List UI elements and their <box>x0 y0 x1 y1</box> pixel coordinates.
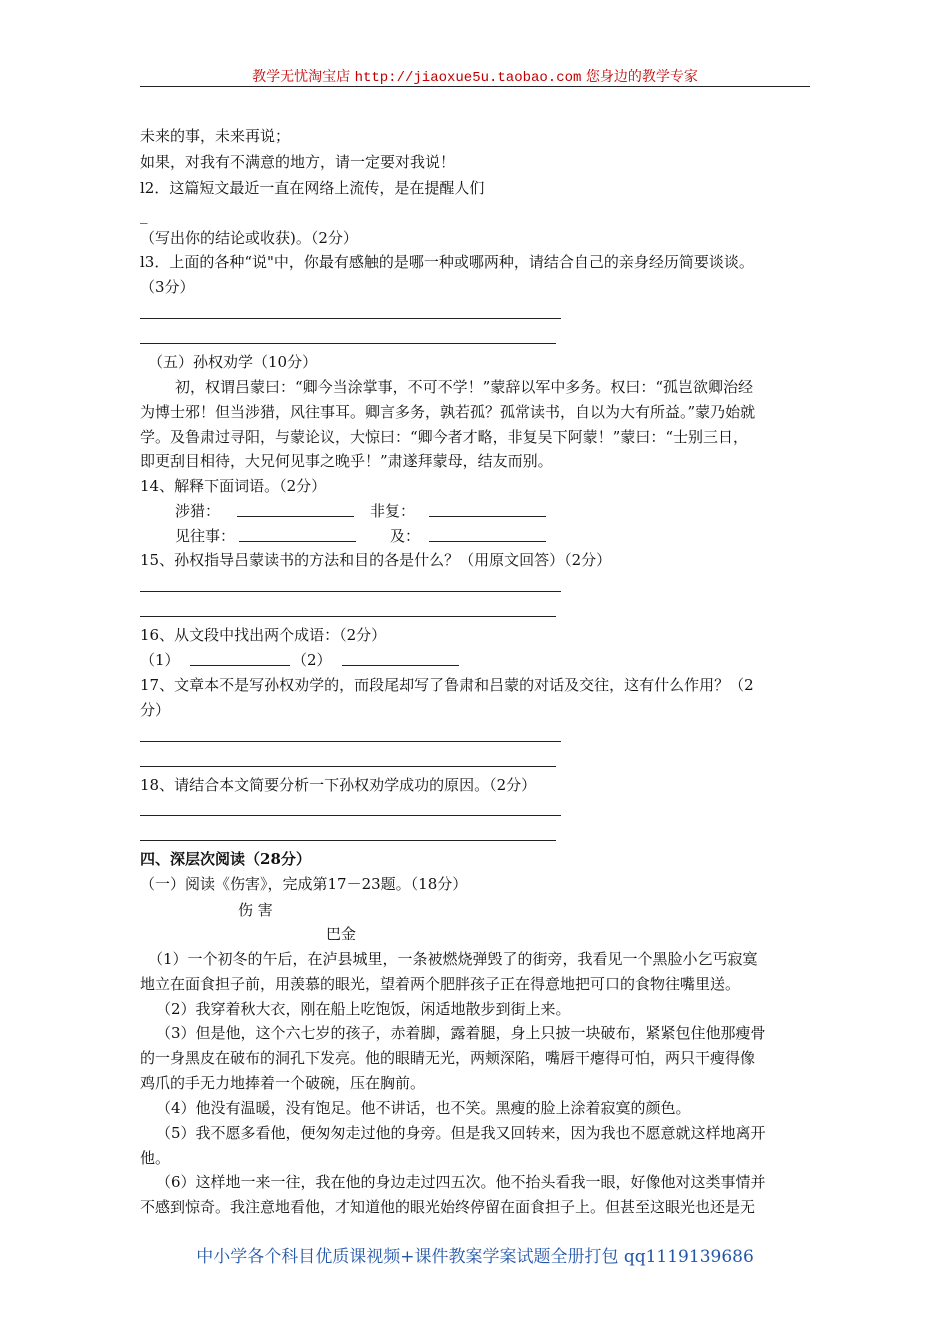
answer-line <box>140 343 556 344</box>
idiom-label-1: （1） <box>140 651 180 669</box>
answer-line <box>140 766 556 767</box>
header-url[interactable]: http://jiaoxue5u.taobao.com <box>354 70 582 86</box>
word-label: 涉猎： <box>175 502 221 520</box>
word-label: 及： <box>390 527 421 545</box>
answer-blank <box>429 541 546 542</box>
reading-author: 巴金 <box>326 925 357 943</box>
section-4-subtitle: （一）阅读《伤害》，完成第17－23题。（18分） <box>140 875 468 893</box>
reading-line: （5）我不愿多看他，便匆匆走过他的身旁。但是我又回转来，因为我也不愿意就这样地离开 <box>156 1124 766 1142</box>
passage-line: 学。及鲁肃过寻阳，与蒙论议，大惊曰：“卿今者才略，非复吴下阿蒙！”蒙曰：“士别三日， <box>140 428 749 446</box>
reading-line: 鸡爪的手无力地捧着一个破碗，压在胸前。 <box>140 1074 426 1092</box>
question-15: 15、孙权指导吕蒙读书的方法和目的各是什么？（用原文回答）（2分） <box>140 551 612 569</box>
answer-line <box>140 840 556 841</box>
passage-line: 即更刮目相待，大兄何见事之晚乎！”肃遂拜蒙母，结友而别。 <box>140 452 553 470</box>
header-store: 教学无忧淘宝店 <box>252 69 355 85</box>
text-line: 如果，对我有不满意的地方，请一定要对我说！ <box>140 153 456 171</box>
reading-line: 他。 <box>140 1149 171 1167</box>
question-12: l2．这篇短文最近一直在网络上流传，是在提醒人们 <box>140 179 485 197</box>
reading-line: 不感到惊奇。我注意地看他，才知道他的眼光始终停留在面食担子上。但甚至这眼光也还是无 <box>140 1198 756 1216</box>
reading-line: （3）但是他，这个六七岁的孩子，赤着脚，露着腿，身上只披一块破布，紧紧包住他那瘦骨 <box>156 1024 766 1042</box>
reading-line: （6）这样地一来一往，我在他的身边走过四五次。他不抬头看我一眼，好像他对这类事情并 <box>156 1173 766 1191</box>
word-label: 非复： <box>370 502 416 520</box>
question-18: 18、请结合本文简要分析一下孙权劝学成功的原因。（2分） <box>140 776 537 794</box>
answer-line <box>140 815 561 816</box>
text-line: 未来的事，未来再说； <box>140 127 291 145</box>
answer-blank <box>429 516 546 517</box>
reading-line: （4）他没有温暖，没有饱足。他不讲话，也不笑。黑瘦的脸上涂着寂寞的颜色。 <box>156 1099 691 1117</box>
answer-line <box>140 318 561 319</box>
reading-line: 地立在面食担子前，用羡慕的眼光，望着两个肥胖孩子正在得意地把可口的食物往嘴里送。 <box>140 975 741 993</box>
section-5-title: （五）孙权劝学（10分） <box>148 353 318 371</box>
question-12-note: （写出你的结论或收获)。（2分） <box>140 229 358 247</box>
idiom-label-2: （2） <box>292 651 332 669</box>
reading-line: 的一身黑皮在破布的洞孔下发亮。他的眼睛无光，两颊深陷，嘴唇干瘪得可怕，两只干瘦得像 <box>140 1049 756 1067</box>
passage-line: 为博士邪！但当涉猎，风往事耳。卿言多务，孰若孤？孤常读书，自以为大有所益。”蒙乃始就 <box>140 403 756 421</box>
passage-line: 初，权谓吕蒙曰：“卿今当涂掌事，不可不学！”蒙辞以军中多务。权曰：“孤岂欲卿治经 <box>175 378 754 396</box>
question-13: l3．上面的各种“说"中，你最有感触的是哪一种或哪两种，请结合自己的亲身经历简要谈谈。 <box>140 253 754 271</box>
answer-blank <box>237 516 354 517</box>
question-17-score: 分） <box>140 701 171 719</box>
header-slogan: 您身边的教学专家 <box>581 69 698 85</box>
section-4-title: 四、深层次阅读（28分） <box>140 850 311 868</box>
question-14: 14、解释下面词语。（2分） <box>140 477 327 495</box>
answer-blank <box>190 665 290 666</box>
question-16: 16、从文段中找出两个成语：（2分） <box>140 626 387 644</box>
reading-line: （1）一个初冬的午后，在泸县城里，一条被燃烧弹毁了的街旁，我看见一个黑脸小乞丐寂寞 <box>148 950 758 968</box>
reading-title: 伤 害 <box>238 901 273 919</box>
answer-blank: _ <box>140 206 148 224</box>
page-header <box>0 66 950 86</box>
page-footer: 中小学各个科目优质课视频+课件教案学案试题全册打包 qq1119139686 <box>196 1247 754 1267</box>
word-label: 见往事： <box>175 527 236 545</box>
reading-line: （2）我穿着秋大衣，刚在船上吃饱饭，闲适地散步到街上来。 <box>156 1000 571 1018</box>
answer-line <box>140 741 561 742</box>
header-rule <box>140 86 810 87</box>
answer-blank <box>342 665 459 666</box>
answer-line <box>140 616 556 617</box>
answer-line <box>140 591 561 592</box>
answer-blank <box>239 541 356 542</box>
question-13-score: （3分） <box>140 278 195 296</box>
question-17: 17、文章本不是写孙权劝学的，而段尾却写了鲁肃和吕蒙的对话及交往，这有什么作用？（2 <box>140 676 754 694</box>
